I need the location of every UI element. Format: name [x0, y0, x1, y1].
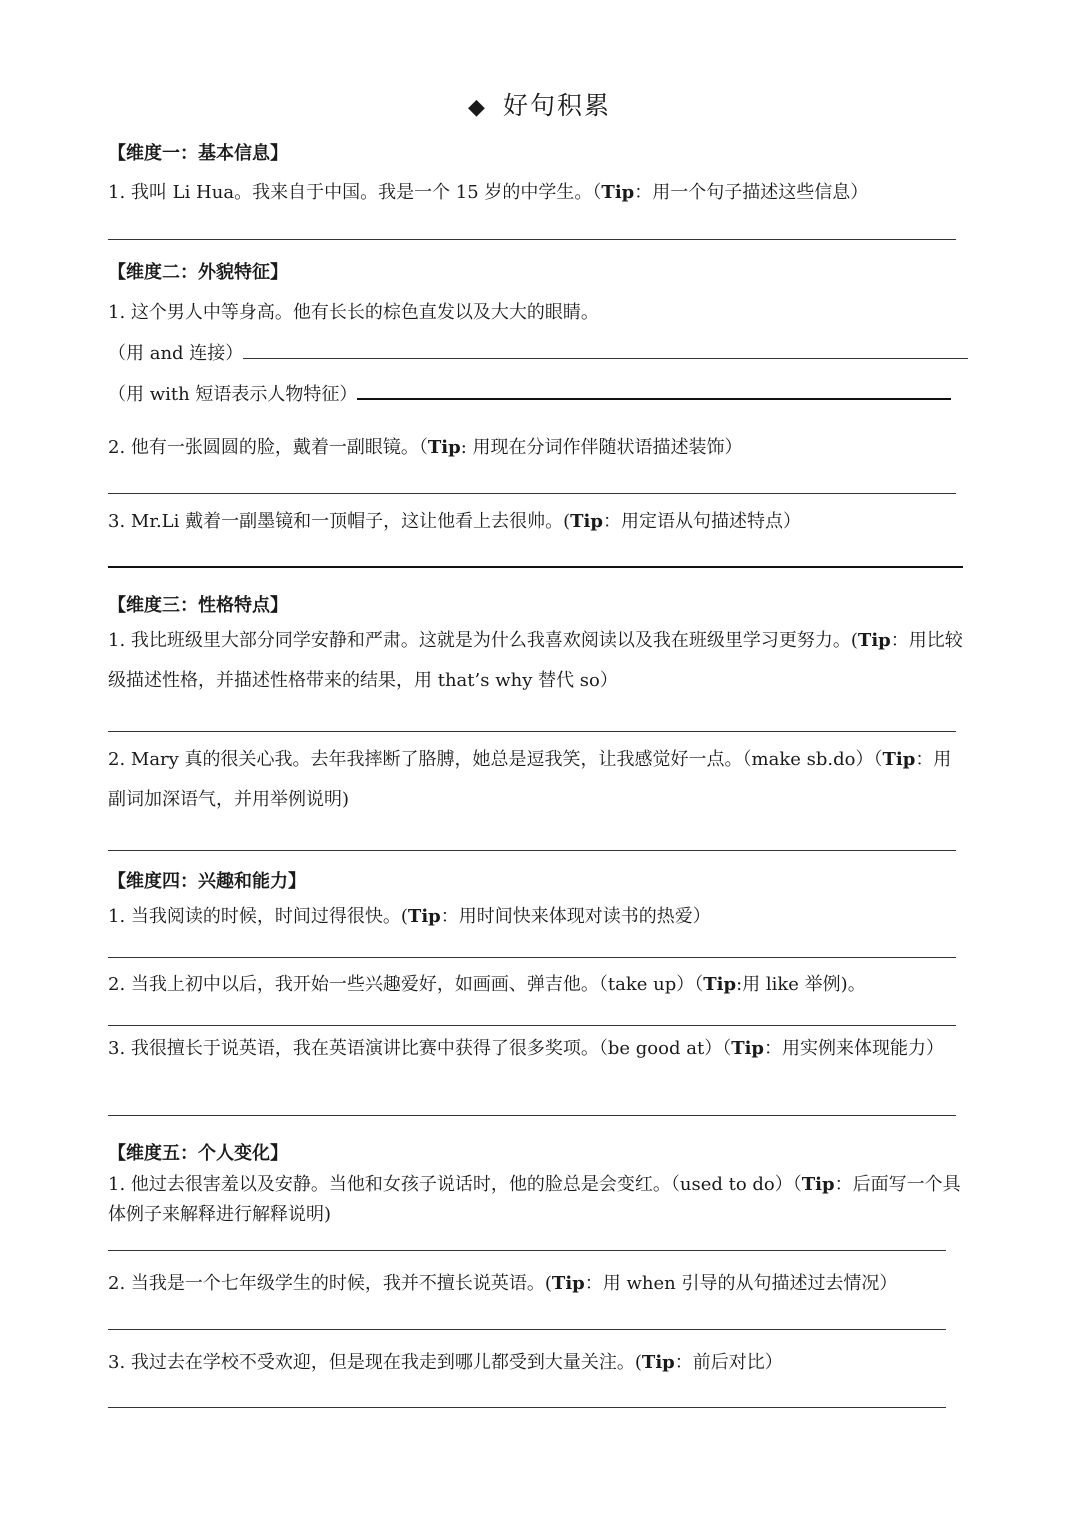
tip-text: ：前后对比） [674, 1352, 783, 1373]
section-heading: 【维度一：基本信息】 [108, 143, 288, 164]
tip-text: ：后面写一个具体例子来解释进行解释说明) [108, 1174, 961, 1225]
tip-label: Tip [407, 906, 441, 927]
tip-text: ：用实例来体现能力） [764, 1038, 945, 1059]
prompt-text: （用 with 短语表示人物特征） [108, 384, 358, 405]
tip-text: ：用副词加深语气，并用举例说明) [108, 749, 952, 810]
section-heading: 【维度五：个人变化】 [108, 1143, 288, 1164]
section-heading: 【维度四：兴趣和能力】 [108, 871, 306, 892]
answer-line[interactable] [108, 1407, 946, 1408]
tip-label: Tip [731, 1038, 765, 1059]
exercise-item [108, 1269, 897, 1295]
tip-label: Tip [801, 1174, 835, 1195]
tip-text: ：用 when 引导的从句描述过去情况） [584, 1273, 898, 1294]
exercise-item [108, 902, 711, 928]
answer-prompt [108, 380, 951, 406]
exercise-item [108, 1170, 966, 1230]
exercise-item [108, 298, 599, 324]
tip-label: Tip [601, 182, 635, 203]
tip-text: ：用定语从句描述特点） [602, 511, 801, 532]
item-text: 3. 我过去在学校不受欢迎，但是现在我走到哪儿都受到大量关注。( [108, 1352, 642, 1373]
answer-line[interactable] [108, 1025, 956, 1026]
item-text: 1. 我叫 Li Hua。我来自于中国。我是一个 15 岁的中学生。（ [108, 182, 602, 203]
exercise-item [108, 178, 868, 204]
tip-label: Tip [427, 437, 461, 458]
exercise-item [108, 970, 866, 996]
answer-line[interactable] [243, 356, 968, 359]
tip-text: :用 like 举例)。 [736, 974, 866, 995]
answer-line[interactable] [108, 239, 956, 240]
answer-line[interactable] [108, 850, 956, 851]
tip-label: Tip [857, 630, 891, 651]
item-text: 1. 当我阅读的时候，时间过得很快。( [108, 906, 408, 927]
answer-line[interactable] [108, 493, 956, 494]
exercise-item [108, 621, 966, 701]
item-text: 1. 这个男人中等身高。他有长长的棕色直发以及大大的眼睛。 [108, 302, 599, 323]
exercise-item [108, 507, 801, 533]
answer-line[interactable] [108, 1250, 946, 1251]
answer-line[interactable] [108, 731, 956, 732]
tip-label: Tip [570, 511, 603, 532]
tip-text: ：用比较级描述性格，并描述性格带来的结果，用 that’s why 替代 so） [108, 630, 963, 691]
page-title [0, 86, 1079, 122]
answer-line[interactable] [357, 396, 951, 400]
tip-text: : 用现在分词作伴随状语描述装饰） [460, 437, 743, 458]
item-text: 1. 他过去很害羞以及安静。当他和女孩子说话时，他的脸总是会变红。（used to do）（ [108, 1174, 802, 1195]
section-heading: 【维度二：外貌特征】 [108, 262, 288, 283]
tip-label: Tip [882, 749, 916, 770]
tip-label: Tip [551, 1273, 585, 1294]
prompt-text: （用 and 连接） [108, 343, 244, 364]
tip-label: Tip [703, 974, 737, 995]
page-title-text: 好句积累 [502, 91, 611, 120]
item-text: 3. 我很擅长于说英语，我在英语演讲比赛中获得了很多奖项。（be good at）（ [108, 1038, 732, 1059]
item-text: 3. Mr.Li 戴着一副墨镜和一顶帽子，这让他看上去很帅。( [108, 511, 571, 532]
exercise-item [108, 433, 743, 459]
tip-text: ：用一个句子描述这些信息） [634, 182, 869, 203]
exercise-item [108, 1348, 783, 1374]
tip-text: ：用时间快来体现对读书的热爱） [440, 906, 711, 927]
tip-label: Tip [641, 1352, 675, 1373]
item-text: 1. 我比班级里大部分同学安静和严肃。这就是为什么我喜欢阅读以及我在班级里学习更努力。( [108, 630, 858, 651]
answer-prompt [108, 339, 968, 365]
item-text: 2. 他有一张圆圆的脸，戴着一副眼镜。（ [108, 437, 428, 458]
exercise-item [108, 740, 966, 820]
item-text: 2. 当我上初中以后，我开始一些兴趣爱好，如画画、弹吉他。（take up）（ [108, 974, 704, 995]
answer-line[interactable] [108, 1115, 956, 1116]
item-text: 2. Mary 真的很关心我。去年我摔断了胳膊，她总是逗我笑，让我感觉好一点。（make sb.do）（ [108, 749, 883, 770]
answer-line[interactable] [108, 1329, 946, 1330]
item-text: 2. 当我是一个七年级学生的时候，我并不擅长说英语。( [108, 1273, 552, 1294]
exercise-item [108, 1034, 966, 1064]
diamond-icon: ◆ [468, 95, 487, 120]
answer-line[interactable] [108, 566, 963, 568]
section-heading: 【维度三：性格特点】 [108, 595, 288, 616]
answer-line[interactable] [108, 957, 956, 958]
